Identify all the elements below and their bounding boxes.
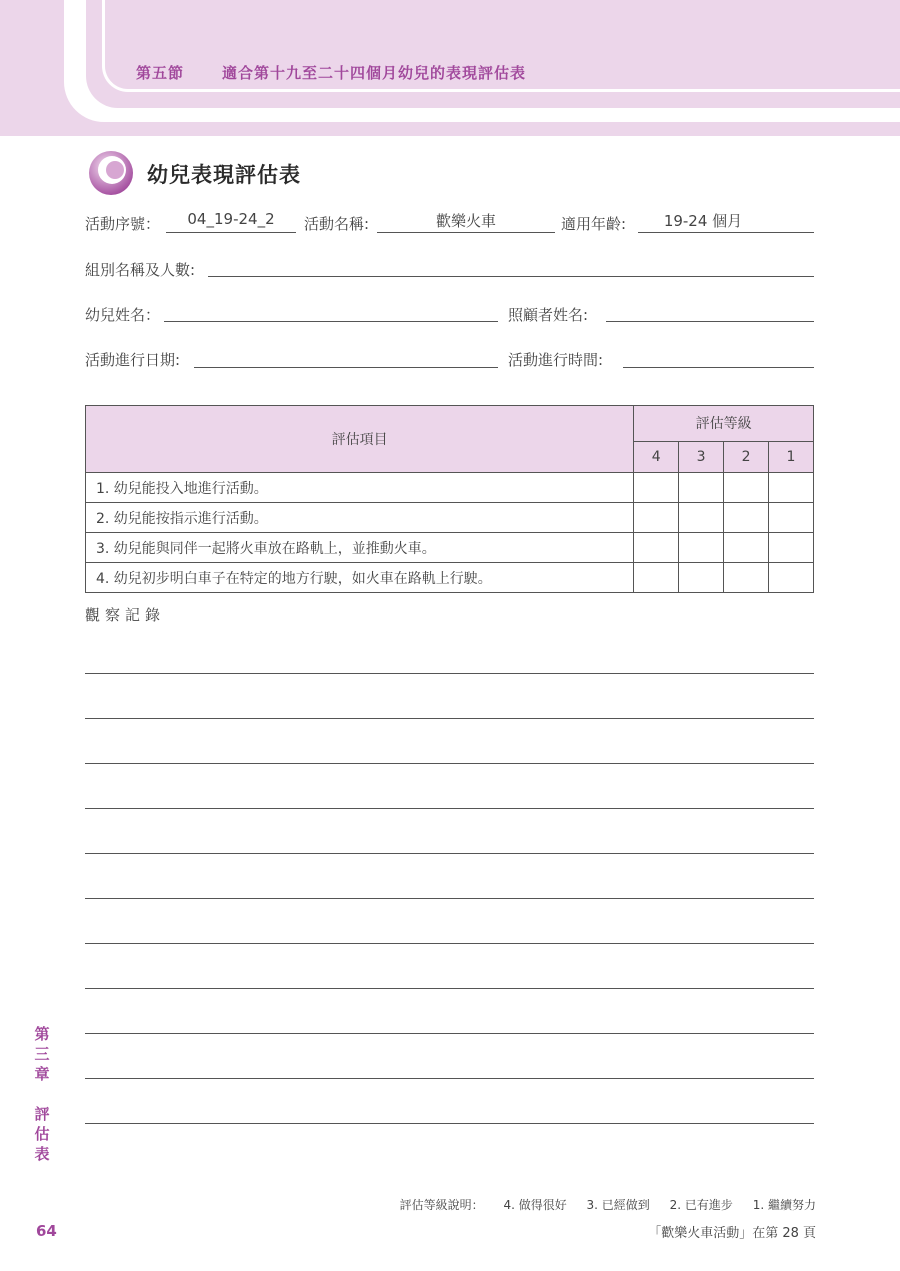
activity-no-underline [166, 232, 296, 233]
table-row [86, 473, 814, 503]
group-field[interactable] [208, 276, 814, 277]
item-text: 1. 幼兒能投入地進行活動。 [86, 473, 634, 503]
grade-cell[interactable] [724, 563, 769, 593]
table-row [86, 503, 814, 533]
observation-line[interactable] [85, 853, 814, 854]
activity-no-value[interactable]: 04_19-24_2 [187, 210, 275, 228]
observation-line[interactable] [85, 898, 814, 899]
side-tab-char: 表 [34, 1145, 50, 1163]
grade-cell[interactable] [769, 473, 814, 503]
legend-item: 2. 已有進步 [669, 1198, 733, 1212]
grade-cell[interactable] [769, 563, 814, 593]
date-label: 活動進行日期: [85, 351, 181, 369]
item-text: 3. 幼兒能與同伴一起將火車放在路軌上，並推動火車。 [86, 533, 634, 563]
observation-line[interactable] [85, 763, 814, 764]
side-tab-char: 估 [34, 1125, 50, 1143]
grade-cell[interactable] [769, 503, 814, 533]
grade-legend [400, 1196, 816, 1213]
grade-cell[interactable] [724, 473, 769, 503]
section-label: 第五節 [136, 64, 185, 82]
grade-cell[interactable] [724, 533, 769, 563]
observation-line[interactable] [85, 943, 814, 944]
table-row [86, 563, 814, 593]
observation-line[interactable] [85, 673, 814, 674]
observation-line[interactable] [85, 1078, 814, 1079]
grade-2-header: 2 [724, 441, 769, 472]
activity-name-label: 活動名稱: [304, 215, 370, 233]
carer-name-field[interactable] [606, 321, 814, 322]
grade-cell[interactable] [679, 563, 724, 593]
side-tab-char: 章 [34, 1065, 50, 1083]
grade-cell[interactable] [679, 533, 724, 563]
legend-item: 4. 做得很好 [503, 1198, 567, 1212]
observation-line[interactable] [85, 808, 814, 809]
activity-name-underline [377, 232, 555, 233]
age-label: 適用年齡: [561, 215, 627, 233]
grade-cell[interactable] [634, 563, 679, 593]
observation-lines[interactable] [85, 673, 814, 1168]
legend-item: 1. 繼續努力 [752, 1198, 816, 1212]
observation-line[interactable] [85, 1123, 814, 1124]
side-tab-char: 評 [34, 1105, 50, 1123]
page-number: 64 [36, 1222, 57, 1240]
activity-name-value[interactable]: 歡樂火車 [435, 212, 496, 230]
side-tab-char: 三 [34, 1045, 50, 1063]
child-name-field[interactable] [164, 321, 498, 322]
chapter-side-tab [31, 1024, 53, 1164]
observation-line[interactable] [85, 718, 814, 719]
grade-3-header: 3 [679, 441, 724, 472]
grade-cell[interactable] [634, 503, 679, 533]
evaluation-table [85, 405, 814, 593]
table-row [86, 533, 814, 563]
item-text: 2. 幼兒能按指示進行活動。 [86, 503, 634, 533]
grade-cell[interactable] [634, 473, 679, 503]
form-title: 幼兒表現評估表 [147, 163, 301, 187]
section-title: 適合第十九至二十四個月幼兒的表現評估表 [222, 64, 527, 82]
group-label: 組別名稱及人數: [85, 261, 196, 279]
activity-no-label: 活動序號： [85, 215, 161, 233]
observation-line[interactable] [85, 988, 814, 989]
grade-1-header: 1 [769, 441, 814, 472]
child-name-label: 幼兒姓名： [85, 306, 161, 324]
carer-name-label: 照顧者姓名: [508, 306, 589, 324]
date-field[interactable] [194, 367, 498, 368]
observation-line[interactable] [85, 1033, 814, 1034]
swirl-icon [88, 150, 134, 196]
time-label: 活動進行時間: [508, 351, 604, 369]
grade-4-header: 4 [634, 441, 679, 472]
grade-cell[interactable] [634, 533, 679, 563]
legend-label: 評估等級說明： [399, 1198, 484, 1212]
item-text: 4. 幼兒初步明白車子在特定的地方行駛，如火車在路軌上行駛。 [86, 563, 634, 593]
grade-header: 評估等級 [634, 406, 814, 442]
grade-cell[interactable] [679, 503, 724, 533]
activity-reference: 「歡樂火車活動」在第 28 頁 [648, 1226, 816, 1241]
time-field[interactable] [623, 367, 814, 368]
grade-cell[interactable] [724, 503, 769, 533]
grade-cell[interactable] [769, 533, 814, 563]
grade-cell[interactable] [679, 473, 724, 503]
age-underline [638, 232, 814, 233]
age-value[interactable]: 19-24 個月 [663, 212, 743, 230]
side-tab-char: 第 [34, 1025, 50, 1043]
legend-item: 3. 已經做到 [586, 1198, 650, 1212]
observation-label: 觀察記錄 [85, 606, 166, 624]
item-header: 評估項目 [86, 406, 634, 473]
